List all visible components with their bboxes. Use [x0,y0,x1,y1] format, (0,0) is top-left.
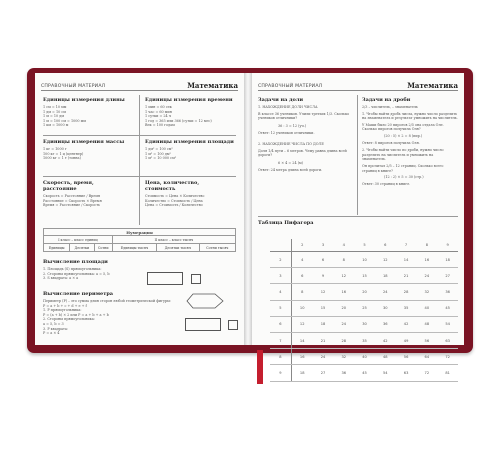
table-row [270,316,458,332]
table-cell: 14 [396,252,417,268]
table-cell: 8 [270,349,291,365]
header-subject-title: Математика [407,81,458,90]
line: 3. P квадрата: [43,326,69,331]
class-units-header: I класс – класс единиц [44,236,113,244]
table-cell: Сотни [94,244,112,252]
table-cell: 81 [437,365,458,381]
line: P = a + b + c + d + e + f [43,303,87,308]
table-cell: 32 [416,284,437,300]
table-cell: 56 [416,332,437,348]
perimeter-title: Вычисление периметра [43,291,114,297]
line: 1 год = 365 или 366 (сутки = 12 мес) [145,118,212,123]
pythagoras-block [258,220,358,228]
line: Скорость = Расстояние / Время [43,194,101,198]
square-figure [191,274,201,284]
header-section-label: СПРАВОЧНЫЙ МАТЕРИАЛ [41,84,106,89]
table-cell: 5 [354,239,375,252]
shares-block [258,97,354,173]
table-cell: 28 [333,332,354,348]
table-row [270,349,458,365]
table-cell [270,239,291,252]
line: 1 см = 10 мм [43,105,67,109]
table-row [270,252,458,268]
table-cell: 18 [437,252,458,268]
table-cell: 30 [375,300,396,316]
row-divider [43,135,236,136]
mass-units-title: Единицы измерения массы [43,139,125,145]
area-units-block [145,139,240,161]
numbering-caption: Нумерация [44,229,236,236]
page-header [258,78,458,91]
table-cell: 8 [416,239,437,252]
fractions-block [362,97,458,186]
table-cell: 7 [396,239,417,252]
table-cell: 21 [313,332,334,348]
table-cell: 40 [416,300,437,316]
mass-units-block [43,139,135,161]
table-cell: 2 [291,239,312,252]
table-cell: 20 [333,300,354,316]
table-cell: 9 [437,239,458,252]
class-thousands-header: II класс – класс тысяч [112,236,235,244]
row-divider [43,176,236,177]
table-cell: 5 [270,300,291,316]
column-divider [357,95,358,215]
shares-title: Задачи на доли [258,97,304,103]
table-cell: 30 [354,316,375,332]
table-cell: 4 [270,284,291,300]
table-cell: 6 [291,268,312,284]
table-cell: 3 [270,268,291,284]
area-units-title: Единицы измерения площади [145,139,234,145]
line: 1 час = 60 мин [145,109,172,114]
table-cell: 10 [354,252,375,268]
table-cell: 4 [333,239,354,252]
right-page [252,73,464,375]
line: 1 м² = 10 000 см² [145,156,177,161]
row-divider [258,216,458,217]
table-cell: 9 [270,365,291,381]
table-cell: 7 [270,332,291,348]
line: 1. Чтобы найти дробь числа, нужно число разделить на знаменатель и результат умножить на числитель. [362,111,458,121]
line: 36 : 3 = 12 (уч.) [278,123,307,128]
table-cell: 32 [333,349,354,365]
line: 1 дм² = 100 см² [145,147,173,151]
table-row [270,268,458,284]
line: Время = Расстояние / Скорость [43,203,101,208]
price-title: Цена, количество, стоимость [145,180,200,192]
table-cell: 3 [313,239,334,252]
table-cell: 45 [437,300,458,316]
table-row [270,284,458,300]
line: Расстояние = Скорость × Время [43,198,102,203]
table-cell: 36 [437,284,458,300]
table-cell: 63 [396,365,417,381]
length-units-title: Единицы измерения длины [43,97,125,103]
table-cell: 45 [354,365,375,381]
left-page [35,73,244,345]
table-cell: 10 [291,300,312,316]
speed-block [43,180,135,208]
table-cell: 25 [354,300,375,316]
line: Доля 1/4 пути – 6 метров. Чему равна длина всей дороги? [258,148,347,158]
line: (20 : 5) × 2 = 8 (пир.) [384,133,423,138]
table-cell: 8 [333,252,354,268]
table-row [270,332,458,348]
line: Периметр (P) – это сумма длин сторон любой геометрической фигуры: [43,299,171,303]
table-cell: Единицы тысяч [112,244,156,252]
line: 2. Стороны прямоугольника: [43,317,95,322]
pythagoras-title: Таблица Пифагора [258,220,314,226]
table-cell: 24 [313,349,334,365]
table-cell: 48 [416,316,437,332]
table-cell: 6 [313,252,334,268]
line: 1 мин = 60 сек [145,105,172,109]
table-cell: 48 [375,349,396,365]
table-cell: 42 [375,332,396,348]
line: 1 м² = 100 дм² [145,151,171,156]
line: 6 × 4 = 24 (м) [278,160,303,165]
table-cell: 15 [313,300,334,316]
line: Стоимость = Цена × Количество [145,194,205,198]
time-units-title: Единицы измерения времени [145,97,233,103]
line: 2. Чтобы найти число по дроби, нужно число разделить на числитель и умножить на знаменатель. [362,148,444,162]
table-cell: 4 [291,252,312,268]
table-cell: 14 [291,332,312,348]
column-divider [139,95,140,225]
line: 1 м = 10 дм [43,114,64,119]
table-cell: 63 [437,332,458,348]
table-cell: Единицы [44,244,70,252]
length-units-block [43,97,135,128]
rectangle-figure [147,272,183,285]
line: Ответ: 12 учеников отличники. [258,131,315,136]
line: Ответ: 30 страниц в книге. [362,181,411,186]
line: 1. Площадь (S) прямоугольника: [43,267,102,271]
line: 2. НАХОЖДЕНИЕ ЧИСЛА ПО ДОЛЕ [258,141,324,146]
line: В классе 36 учеников. Учили третьих 1/3. Сколько учеников отличники? [258,111,350,121]
table-cell: Десятки [70,244,94,252]
table-cell: 6 [270,316,291,332]
table-cell: 56 [396,349,417,365]
page-header [41,78,238,91]
time-units-block [145,97,240,128]
table-cell: 18 [375,268,396,284]
table-cell: 28 [396,284,417,300]
price-block [145,180,240,208]
table-cell: 27 [437,268,458,284]
line: a = 5, b = 3 [43,321,64,326]
table-cell: 18 [313,316,334,332]
area-calc-title: Вычисление площади [43,259,108,265]
pythagoras-table [270,239,458,382]
table-cell: 24 [333,316,354,332]
line: 2. Стороны прямоугольника: a = 5, b [43,271,110,276]
table-cell: 12 [375,252,396,268]
table-cell: 36 [333,365,354,381]
table-cell: Сотни тысяч [199,244,235,252]
line: Ответ: 8 пирогов получила Оля. [362,140,420,145]
table-cell: 40 [354,349,375,365]
table-cell: 12 [291,316,312,332]
line: 2/3 – числитель, – знаменатель [362,105,418,109]
line: Ответ: 24 метра длина всей дороги. [258,168,323,173]
table-cell: 16 [333,284,354,300]
fractions-title: Задачи на дроби [362,97,411,103]
line: У Маши было 20 пирогов 2/5 она отдала Оле. Сколько пирогов получила Оля? [362,122,444,132]
table-cell: 49 [396,332,417,348]
line: Век = 100 годам [145,123,175,128]
square-figure [228,320,238,330]
table-cell: 9 [313,268,334,284]
table-cell: 16 [416,252,437,268]
header-section-label: СПРАВОЧНЫЙ МАТЕРИАЛ [258,84,323,89]
line: 1 кг = 1000 г [43,147,67,151]
table-cell: 12 [313,284,334,300]
table-row [270,300,458,316]
table-cell: 64 [416,349,437,365]
table-cell: 21 [396,268,417,284]
hexagon-figure [185,292,225,310]
notebook-spine [244,73,252,345]
table-cell: 72 [416,365,437,381]
line: 1 м = 100 см = 1000 мм [43,118,86,123]
table-cell: 24 [416,268,437,284]
table-cell: 20 [354,284,375,300]
table-cell: 54 [437,316,458,332]
header-subject-title: Математика [187,81,238,90]
line: 1 сутки = 24 ч [145,114,172,119]
line: 3. S квадрата: a × a [43,276,79,281]
table-cell: 42 [396,316,417,332]
table-cell: 36 [375,316,396,332]
line: P = a × 4 [43,331,60,336]
table-cell: 18 [291,365,312,381]
table-row [270,239,458,252]
table-cell: 24 [375,284,396,300]
table-cell: 54 [375,365,396,381]
table-row [270,365,458,381]
speed-title: Скорость, время, расстояние [43,180,94,192]
numbering-table [43,228,236,252]
line: Он прочитал 2/5 – 12 страниц. Сколько всего страниц в книге? [362,163,444,173]
table-cell: 16 [291,349,312,365]
table-cell: 35 [396,300,417,316]
bookmark-ribbon [257,350,263,384]
area-calc-block [43,259,238,281]
rectangle-figure [185,318,221,331]
line: Количество = Стоимость / Цена [145,198,203,203]
table-cell: 12 [333,268,354,284]
table-cell: 15 [354,268,375,284]
line: 100 кг = 1 ц (центнер) [43,151,84,156]
table-cell: 72 [437,349,458,365]
line: 1 дм = 10 см [43,109,66,114]
table-cell: 6 [375,239,396,252]
line: Цена = Стоимость / Количество [145,203,203,208]
table-cell: Десятки тысяч [157,244,199,252]
line: 1. НАХОЖДЕНИЕ ДОЛИ ЧИСЛА [258,105,318,109]
table-cell: 27 [313,365,334,381]
line: 1 км = 1000 м [43,123,69,128]
line: 1. P прямоугольника: [43,308,82,313]
line: 1000 кг = 1 т (тонна) [43,156,81,161]
line: (12 : 2) × 5 = 30 (стр.) [384,175,424,180]
line: P = (a + b) × 2 или P = a + b + a + b [43,312,109,317]
table-cell: 2 [270,252,291,268]
table-cell: 35 [354,332,375,348]
table-cell: 8 [291,284,312,300]
